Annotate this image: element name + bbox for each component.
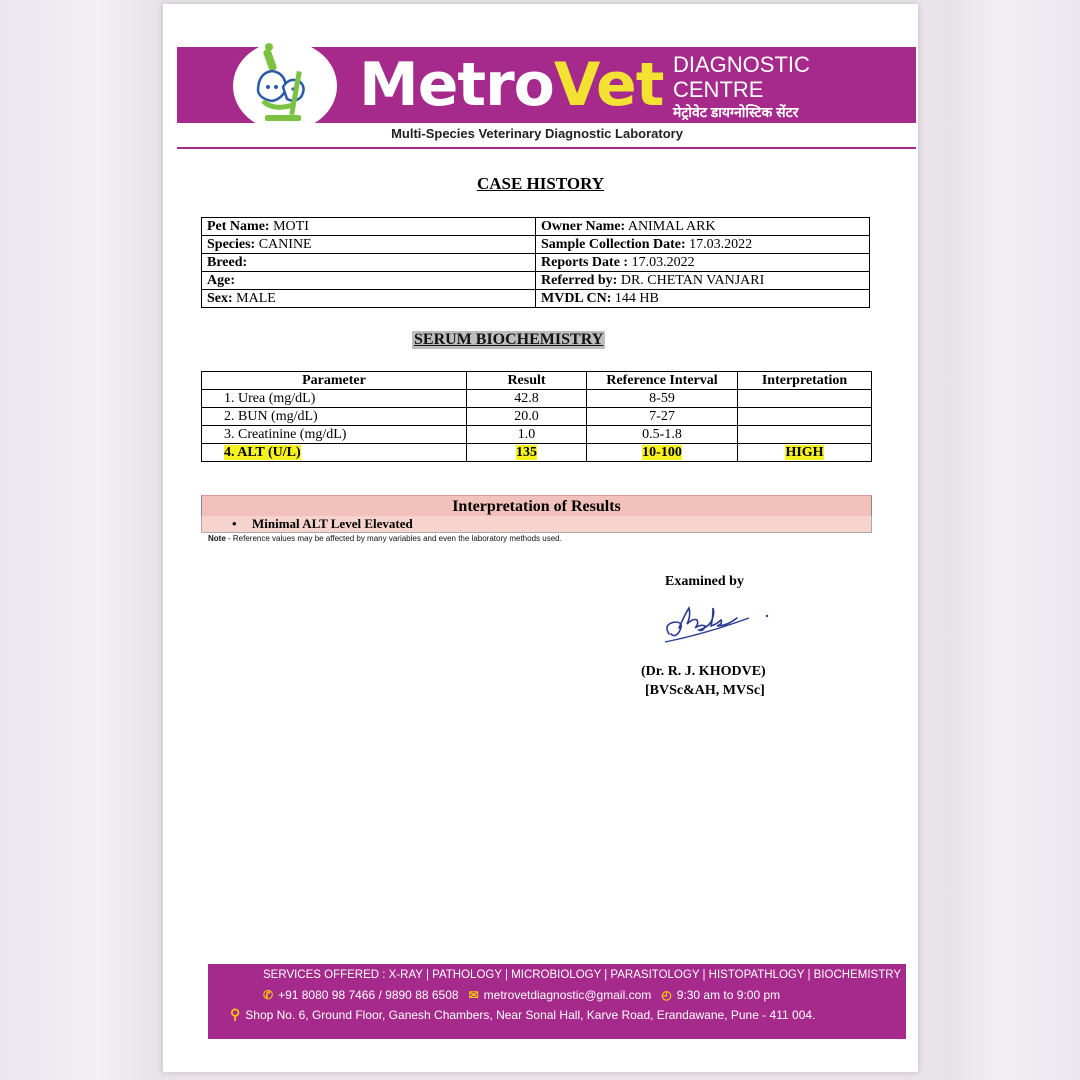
header-result: Result [467,372,587,390]
parameter-cell [202,408,467,426]
case-field-label: Breed: [207,254,248,270]
interpretation-cell-text: HIGH [785,444,824,460]
contact-line [263,988,780,1002]
centre-line2: CENTRE [673,77,764,102]
tagline [163,126,918,141]
reference-cell-text: 10-100 [642,444,682,460]
result-cell [467,408,587,426]
table-row [202,290,870,308]
case-cell-right [536,236,870,254]
case-field-label: Pet Name: [207,218,270,234]
serum-biochemistry-title: SERUM BIOCHEMISTRY [414,331,604,348]
reference-cell-text: 0.5-1.8 [642,426,682,442]
header-divider [177,147,916,149]
case-cell-right [536,290,870,308]
reference-cell [587,426,738,444]
result-cell [467,444,587,462]
location-pin-icon: ⚲ [230,1006,241,1022]
result-cell-text: 1.0 [517,426,536,442]
phone-numbers: +91 8080 98 7466 / 9890 88 6508 [278,988,459,1002]
case-field-value: CANINE [255,236,312,252]
examined-by-label: Examined by [665,574,744,589]
reference-cell [587,444,738,462]
interpretation-item [201,516,872,533]
case-cell-right [536,218,870,236]
case-field-label: Owner Name: [541,218,626,234]
table-header-row [202,372,872,390]
table-row [202,272,870,290]
parameter-cell-text: 1. Urea (mg/dL) [224,390,316,406]
case-field-label: Species: [207,236,256,252]
case-field-value: 17.03.2022 [628,254,695,270]
report-page [163,4,918,1072]
parameter-cell-text: 3. Creatinine (mg/dL) [224,426,347,442]
parameter-cell [202,390,467,408]
case-cell-left [202,218,536,236]
serum-biochemistry-table [201,371,872,462]
footer [208,964,906,1039]
reference-cell-text: 7-27 [649,408,675,424]
table-row [202,444,872,462]
logo [233,41,337,131]
case-field-value: 144 HB [611,290,659,306]
reference-cell-text: 8-59 [649,390,675,406]
centre-name [673,52,810,120]
result-cell-text: 42.8 [514,390,539,406]
case-field-value: MOTI [269,218,309,234]
background-left [0,0,165,1080]
address: Shop No. 6, Ground Floor, Ganesh Chambers, Near Sonal Hall, Karve Road, Erandawane, Pune - 411 004. [245,1008,816,1022]
brand-main: Metro [359,50,554,120]
table-row [202,408,872,426]
table-row [202,218,870,236]
brand-accent: Vet [553,50,664,120]
parameter-cell [202,426,467,444]
header-interpretation: Interpretation [738,372,872,390]
brand-name [359,50,663,120]
header-parameter: Parameter [202,372,467,390]
result-cell [467,426,587,444]
background-right [945,0,1080,1080]
case-cell-left [202,272,536,290]
case-field-label: Sample Collection Date: [541,236,686,252]
case-cell-right [536,254,870,272]
doctor-name: (Dr. R. J. KHODVE) [641,664,766,679]
note [208,534,562,543]
services-offered: SERVICES OFFERED : X-RAY | PATHOLOGY | MICROBIOLOGY | PARASITOLOGY | HISTOPATHLOGY | BIOCHEMISTRY [263,969,902,981]
case-field-value: ANIMAL ARK [625,218,716,234]
case-field-label: Referred by: [541,272,618,288]
case-history-title: CASE HISTORY [476,174,605,193]
table-row [202,390,872,408]
table-row [202,254,870,272]
reference-cell [587,408,738,426]
parameter-cell-text: 4. ALT (U/L) [224,444,301,460]
case-cell-right [536,272,870,290]
bullet: • [232,516,237,531]
doctor-qualification: [BVSc&AH, MVSc] [645,683,765,698]
clock-icon: ◴ [661,988,672,1002]
table-row [202,426,872,444]
working-hours: 9:30 am to 9:00 pm [676,988,781,1002]
case-history-table [201,217,870,308]
note-text: - Reference values may be affected by many variables and even the laboratory methods used. [225,534,562,543]
reference-cell [587,390,738,408]
interpretation-cell [738,390,872,408]
case-field-label: Age: [207,272,235,288]
case-field-value: 17.03.2022 [685,236,753,252]
result-cell [467,390,587,408]
result-cell-text: 135 [516,444,537,460]
case-field-label: MVDL CN: [541,290,612,306]
interpretation-box [201,495,872,533]
mail-icon: ✉ [468,988,479,1002]
microscope-pet-logo-icon [233,41,337,131]
interpretation-title: Interpretation of Results [201,495,872,516]
header-reference-interval: Reference Interval [587,372,738,390]
phone-icon: ✆ [263,988,274,1002]
case-field-value: MALE [232,290,276,306]
case-cell-left [202,254,536,272]
parameter-cell [202,444,467,462]
interpretation-cell [738,426,872,444]
centre-hindi: मेट्रोवेट डायग्नोस्टिक सेंटर [673,104,799,120]
interpretation-cell [738,408,872,426]
case-cell-left [202,236,536,254]
case-cell-left [202,290,536,308]
case-field-label: Sex: [207,290,233,306]
interpretation-cell [738,444,872,462]
result-cell-text: 20.0 [514,408,539,424]
tagline-text: Multi-Species Veterinary Diagnostic Laboratory [391,126,683,141]
parameter-cell-text: 2. BUN (mg/dL) [224,408,318,424]
email-address: metrovetdiagnostic@gmail.com [483,988,652,1002]
centre-line1: DIAGNOSTIC [673,52,810,77]
examiner [641,662,766,700]
interpretation-item-text: Minimal ALT Level Elevated [252,516,413,531]
address-line [230,1006,815,1023]
note-label: Note [208,534,226,543]
handwritten-signature [657,594,777,654]
table-row [202,236,870,254]
case-field-value: DR. CHETAN VANJARI [617,272,765,288]
case-field-label: Reports Date : [541,254,629,270]
